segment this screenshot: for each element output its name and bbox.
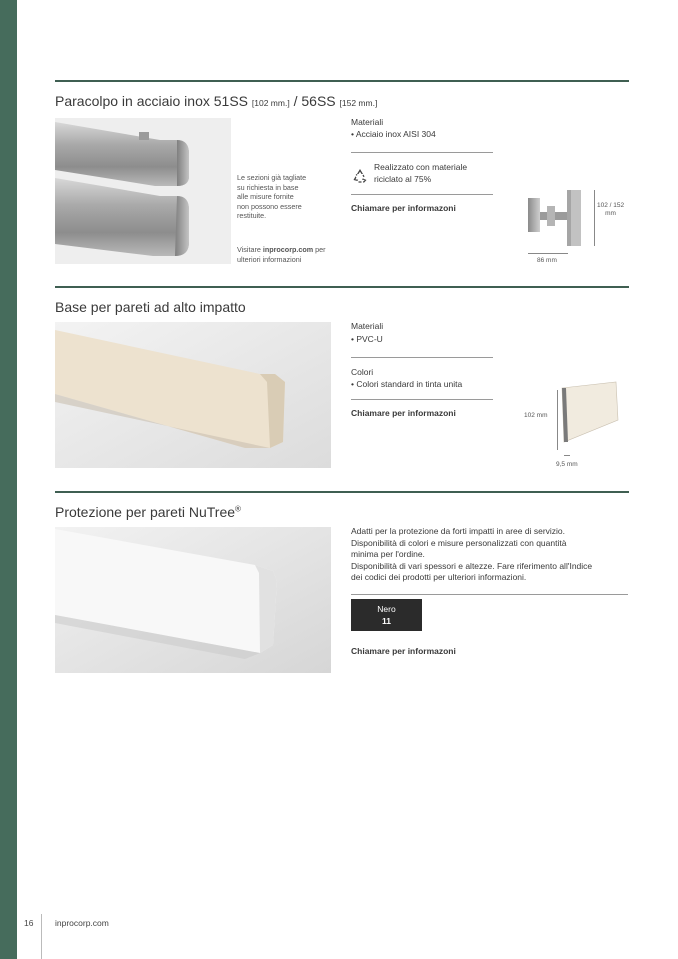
note-line: Le sezioni già tagliate (237, 173, 307, 182)
description-line: Adatti per la protezione da forti impatti in aree di servizio. (351, 526, 566, 536)
section-title-nutree (55, 504, 241, 520)
section-divider (55, 286, 629, 288)
registered-mark: ® (235, 504, 241, 514)
depth-dimension-line (564, 455, 570, 456)
swatch-name: Nero (377, 604, 396, 614)
recycled-line: riciclato al 75% (374, 174, 432, 184)
title-unit: [152 mm.] (339, 98, 378, 108)
title-unit: [102 mm.] (251, 98, 290, 108)
title-main: Paracolpo in acciaio inox 51SS (55, 93, 249, 109)
section-title-paracolpo (55, 93, 377, 109)
cut-sections-note (237, 173, 306, 221)
divider (351, 399, 493, 400)
product-photo-wall-base (55, 322, 331, 468)
materials-item: • PVC-U (351, 334, 383, 344)
height-dimension: 102 mm (524, 412, 548, 419)
visit-prefix: Visitare (237, 245, 263, 254)
height-dimension-line (594, 190, 595, 246)
color-swatch-nero (351, 599, 422, 631)
description-line: minima per l'ordine. (351, 549, 425, 559)
recycle-icon (352, 168, 368, 184)
height-dimension-line (557, 390, 558, 450)
section-divider (55, 491, 629, 493)
materials-label: Materiali (351, 117, 384, 127)
divider (351, 594, 628, 595)
section-divider (55, 80, 629, 82)
visit-note (237, 245, 326, 264)
description-line: Disponibilità di colori e misure personalizzati con quantità (351, 537, 567, 548)
nutree-description (351, 526, 592, 584)
note-line: su richiesta in base (237, 182, 299, 192)
materials-label: Materiali (351, 321, 384, 331)
call-for-info: Chiamare per informazoni (351, 646, 456, 656)
recycled-line: Realizzato con materiale (374, 162, 468, 172)
description-line: Disponibilità di vari spessori e altezze. Fare riferimento all'Indice (351, 560, 593, 571)
colors-item: • Colori standard in tinta unita (351, 379, 463, 389)
description-line: dei codici dei prodotti per ulteriori informazioni. (351, 572, 527, 582)
height-value: 102 / 152 (597, 202, 625, 209)
product-photo-nutree (55, 527, 331, 673)
swatch-code: 11 (382, 616, 391, 626)
depth-dimension: 9,5 mm (556, 461, 578, 468)
footer-url[interactable]: inprocorp.com (55, 918, 109, 928)
note-line: restituite. (237, 211, 267, 220)
section-title-base: Base per pareti ad alto impatto (55, 299, 246, 315)
colors-label: Colori (351, 367, 374, 377)
visit-link[interactable]: inprocorp.com (262, 245, 314, 254)
divider (351, 357, 493, 358)
footer-separator (41, 914, 42, 959)
product-photo-steel-guard (55, 118, 231, 264)
height-dimension (597, 202, 624, 218)
title-main: Protezione per pareti NuTree (55, 504, 236, 520)
call-for-info: Chiamare per informazoni (351, 203, 456, 213)
height-unit: mm (605, 210, 616, 217)
visit-line: ulteriori informazioni (237, 254, 302, 264)
side-color-bar (0, 0, 17, 959)
divider (351, 152, 493, 153)
title-model: / 56SS (293, 93, 336, 109)
materials-item: • Acciaio inox AISI 304 (351, 129, 436, 139)
note-line: alle misure fornite (237, 192, 294, 201)
call-for-info: Chiamare per informazoni (351, 408, 456, 418)
width-dimension-line (528, 253, 568, 254)
width-dimension: 86 mm (537, 257, 557, 264)
page-number: 16 (24, 918, 34, 928)
bracket-drawing (525, 186, 595, 248)
wall-base-drawing (556, 380, 622, 450)
note-line: non possono essere (237, 201, 302, 211)
visit-suffix: per (313, 245, 326, 254)
divider (351, 194, 493, 195)
